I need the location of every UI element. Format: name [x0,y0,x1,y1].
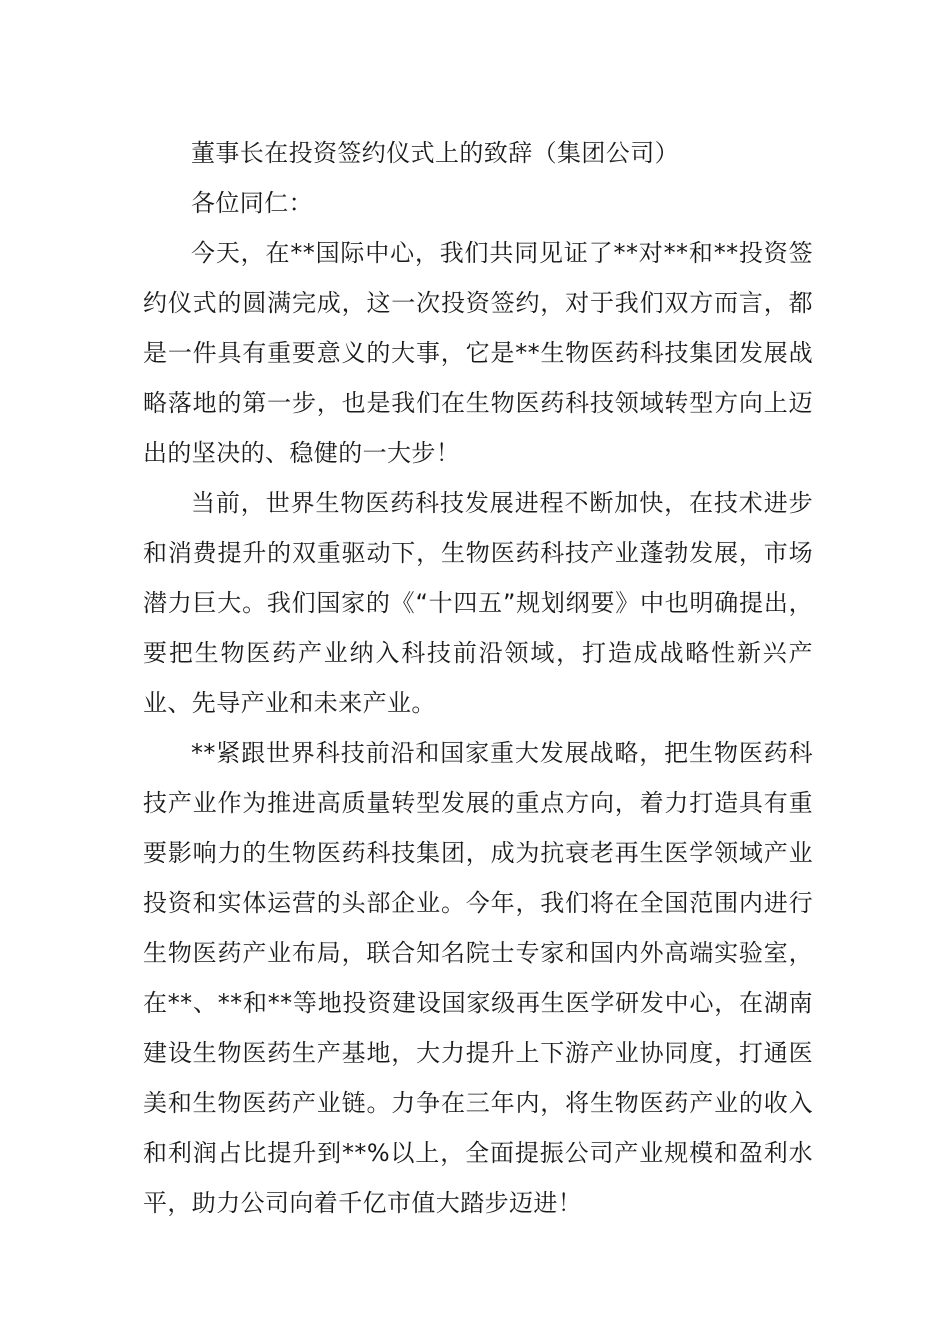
paragraph: **紧跟世界科技前沿和国家重大发展战略，把生物医药科技产业作为推进高质量转型发展的重点方向，着力打造具有重要影响力的生物医药科技集团，成为抗衰老再生医学领域产业投资和实体运营的头部企业。今年，我们将在全国范围内进行生物医药产业布局，联合知名院士专家和国内外高端实验室，在**、**和**等地投资建设国家级再生医学研发中心，在湖南建设生物医药生产基地，大力提升上下游产业协同度，打通医美和生物医药产业链。力争在三年内，将生物医药产业的收入和利润占比提升到**%以上，全面提振公司产业规模和盈利水平，助力公司向着千亿市值大踏步迈进！ [143,739,813,1217]
paragraph: 当前，世界生物医药科技发展进程不断加快，在技术进步和消费提升的双重驱动下，生物医药科技产业蓬勃发展，市场潜力巨大。我们国家的《“十四五”规划纲要》中也明确提出，要把生物医药产业纳入科技前沿领域，打造成战略性新兴产业、先导产业和未来产业。 [143,489,813,717]
document-body [143,128,813,1228]
salutation: 各位同仁： [191,189,313,217]
paragraph: 今天，在**国际中心，我们共同见证了**对**和**投资签约仪式的圆满完成，这一次投资签约，对于我们双方而言，都是一件具有重要意义的大事，它是**生物医药科技集团发展战略落地的第一步，也是我们在生物医药科技领域转型方向上迈出的坚决的、稳健的一大步！ [143,239,813,467]
document-title: 董事长在投资签约仪式上的致辞（集团公司） [191,139,679,167]
